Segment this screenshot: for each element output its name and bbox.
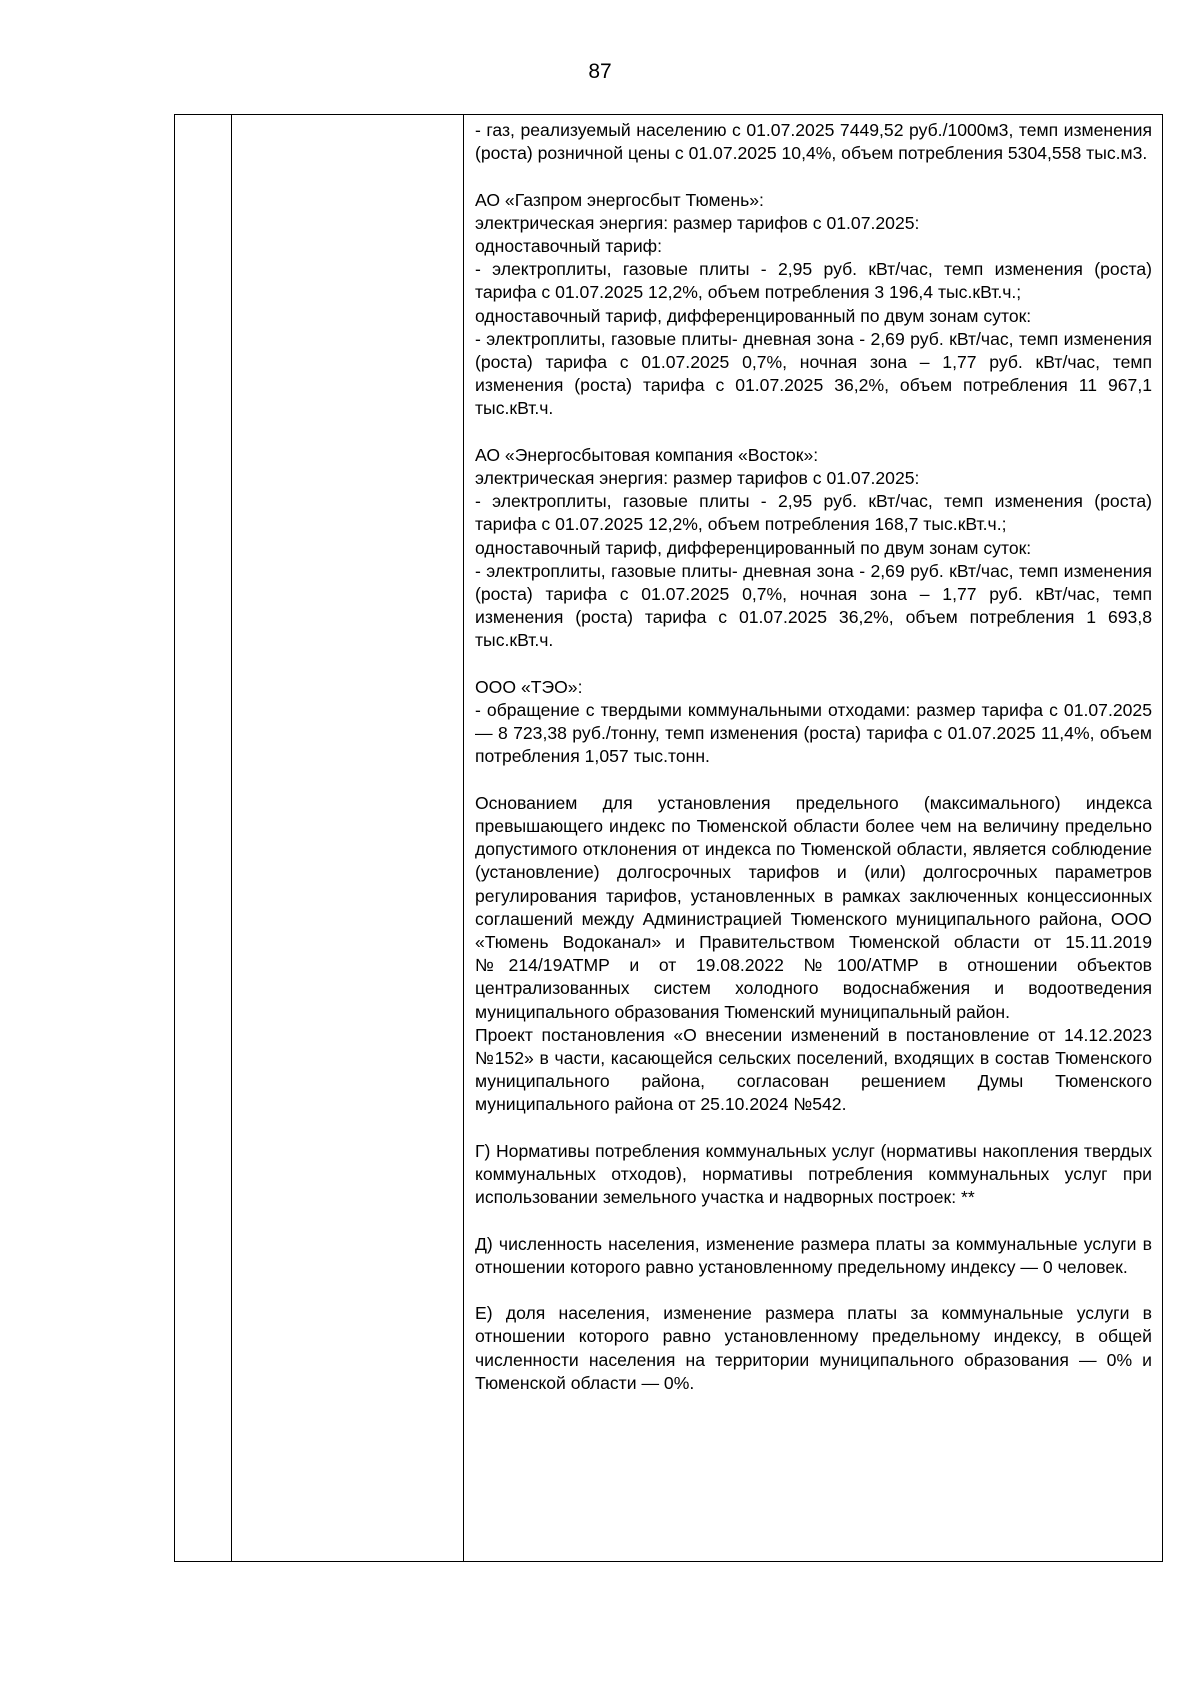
paragraph: Е) доля населения, изменение размера платы за коммунальные услуги в отношении которого равно установленному предельному индексу, в общей численности населения на территории муниципального образования — 0% и Тюменской области — 0%.: [475, 1303, 1152, 1393]
document-table: [174, 114, 1163, 1562]
paragraph: Основанием для установления предельного (максимального) индекса превышающего индекс по Тюменской области более чем на величину предельно допустимого отклонения от индекса по Тюменской области, является соблюдение (установление) долгосрочных тарифов и (или) долгосрочных параметров регулирования тарифов, установленных в рамках заключенных концессионных соглашений между Администрацией Тюменского муниципального района, ООО «Тюмень Водоканал» и Правительством Тюменской области от 15.11.2019 №214/19АТМР и от 19.08.2022 №100/АТМР в отношении объектов централизованных систем холодного водоснабжения и водоотведения муниципального образования Тюменский муниципальный район.: [475, 792, 1152, 1022]
paragraph: АО «Газпром энергосбыт Тюмень»:: [475, 189, 764, 210]
paragraph: - электроплиты, газовые плиты- дневная зона - 2,69 руб. кВт/час, темп изменения (роста) тарифа с 01.07.2025 0,7%, ночная зона – 1,77 руб. кВт/час, темп изменения (роста) тарифа с 01.07.2025 36,2%, объем потребления 11 967,1 тыс.кВт.ч.: [475, 328, 1152, 419]
paragraph: Проект постановления «О внесении изменений в постановление от 14.12.2023 №152» в части, касающейся сельских поселений, входящих в состав Тюменского муниципального района, согласован решением Думы Тюменского муниципального района от 25.10.2024 №542.: [475, 1024, 1152, 1115]
paragraph-spacer: [475, 165, 1152, 188]
paragraph: электрическая энергия: размер тарифов с 01.07.2025:: [475, 212, 920, 233]
paragraph: АО «Энергосбытовая компания «Восток»:: [475, 444, 819, 465]
paragraph-spacer: [475, 653, 1152, 676]
paragraph: - газ, реализуемый населению с 01.07.2025 7449,52 руб./1000м3, темп изменения (роста) розничной цены с 01.07.2025 10,4%, объем потребления 5304,558 тыс.м3.: [475, 120, 1152, 164]
paragraph: Д) численность населения, изменение размера платы за коммунальные услуги в отношении которого равно установленному предельному индексу — 0 человек.: [475, 1233, 1152, 1277]
paragraph-spacer: [475, 421, 1152, 444]
paragraph: ООО «ТЭО»:: [475, 676, 583, 697]
table-cell-text: [464, 115, 1163, 1562]
paragraph: электрическая энергия: размер тарифов с 01.07.2025:: [475, 468, 920, 489]
paragraph: - электроплиты, газовые плиты- дневная зона - 2,69 руб. кВт/час, темп изменения (роста) тарифа с 01.07.2025 0,7%, ночная зона – 1,77 руб. кВт/час, темп изменения (роста) тарифа с 01.07.2025 36,2%, объем потребления 1 693,8 тыс.кВт.ч.: [475, 560, 1152, 651]
paragraph: одноставочный тариф:: [475, 236, 663, 256]
paragraph-spacer: [475, 1279, 1152, 1302]
text-block: [475, 119, 1152, 1395]
paragraph: Г) Нормативы потребления коммунальных услуг (нормативы накопления твердых коммунальных отходов), нормативы потребления коммунальных услуг при использовании земельного участка и надворных построек: **: [475, 1140, 1152, 1208]
table-cell-empty-2: [232, 115, 464, 1562]
paragraph-spacer: [475, 1209, 1152, 1232]
paragraph: - обращение с твердыми коммунальными отходами: размер тарифа с 01.07.2025 — 8 723,38 руб./тонну, темп изменения (роста) тарифа с 01.07.2025 11,4%, объем потребления 1,057 тыс.тонн.: [475, 700, 1152, 767]
table-cell-empty-1: [175, 115, 232, 1562]
paragraph: - электроплиты, газовые плиты - 2,95 руб. кВт/час, темп изменения (роста) тарифа с 01.07.2025 12,2%, объем потребления 3 196,4 тыс.кВт.ч.;: [475, 259, 1152, 303]
page-number: 87: [588, 60, 612, 83]
paragraph: одноставочный тариф, дифференцированный по двум зонам суток:: [475, 305, 1032, 326]
paragraph: - электроплиты, газовые плиты - 2,95 руб. кВт/час, темп изменения (роста) тарифа с 01.07.2025 12,2%, объем потребления 168,7 тыс.кВт.ч.;: [475, 491, 1152, 535]
paragraph: одноставочный тариф, дифференцированный по двум зонам суток:: [475, 537, 1032, 558]
table-row: [175, 115, 1163, 1562]
paragraph-spacer: [475, 1117, 1152, 1140]
paragraph-spacer: [475, 769, 1152, 792]
